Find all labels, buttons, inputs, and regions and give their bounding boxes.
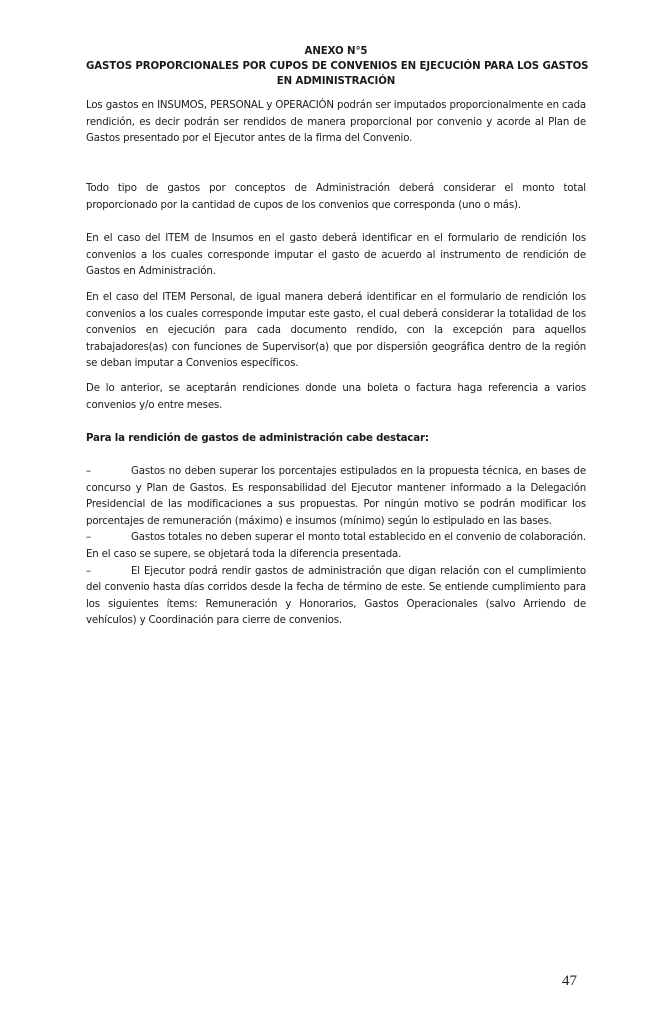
page-number: 47 (562, 973, 577, 989)
document-body-4 (86, 290, 586, 373)
list-item-text: Gastos totales no deben superar el monto total establecido en el convenio de colaboración. En el caso se supere, se objetará toda la diferencia presentada. (86, 532, 586, 560)
document-body-5 (86, 381, 586, 414)
document-body-3 (86, 231, 586, 281)
list-item (86, 564, 586, 630)
dash-bullet: – (86, 466, 91, 477)
document-heading (86, 44, 589, 89)
dash-bullet: – (86, 565, 91, 577)
title-line-1: GASTOS PROPORCIONALES POR CUPOS DE CONVENIOS EN EJECUCIÓN PARA LOS GASTOS (86, 61, 589, 72)
list-item (86, 464, 586, 530)
list-item (86, 530, 586, 563)
paragraph-accepted-receipts: De lo anterior, se aceptarán rendiciones donde una boleta o factura haga referencia a varios convenios y/o entre meses. (86, 383, 586, 411)
title-line-2: EN ADMINISTRACIÓN (276, 76, 396, 87)
list-item-text: Gastos no deben superar los porcentajes estipulados en la propuesta técnica, en bases de concurso y Plan de Gastos. Es responsabilidad del Ejecutor mantener informado a la Delegación Presidencial de las modificaciones a sus propuestas. Por ningún motivo se podrán modificar los porcentajes de remuneración (máximo) e insumos (mínimo) según lo estipulado en las bases. (86, 466, 586, 527)
dash-bullet: – (86, 532, 91, 544)
document-body-2 (86, 181, 586, 214)
list-item-text: El Ejecutor podrá rendir gastos de administración que digan relación con el cumplimiento del convenio hasta días corridos desde la fecha de término de este. Se entiende cumplimiento para los siguientes ítems: Remuneración y Honorarios, Gastos Operacionales (salvo Arriendo de vehículos) y Coordinación para cierre de convenios. (86, 565, 586, 627)
document-body-6 (86, 431, 586, 448)
rules-list (86, 464, 586, 630)
list-subheading: Para la rendición de gastos de administración cabe destacar: (86, 433, 429, 444)
paragraph-item-personal: En el caso del ITEM Personal, de igual manera deberá identificar en el formulario de rendición los convenios a los cuales corresponde imputar este gasto, el cual deberá considerar la totalidad de los convenios en ejecución para cada documento rendido, con la excepción para aquellos trabajadores(as) con funciones de Supervisor(a) que por dispersión geográfica dentro de la región se deban imputar a Convenios específicos. (86, 292, 586, 370)
paragraph-administration-costs: Todo tipo de gastos por conceptos de Administración deberá considerar el monto total proporcionado por la cantidad de cupos de los convenios que corresponda (uno o más). (86, 183, 586, 211)
annex-label: ANEXO N°5 (304, 46, 368, 57)
paragraph-item-insumos: En el caso del ITEM de Insumos en el gasto deberá identificar en el formulario de rendición los convenios a los cuales corresponde imputar el gasto de acuerdo al instrumento de rendición de Gastos en Administración. (86, 233, 586, 278)
document-body (86, 98, 586, 148)
paragraph-proportional-imputation: Los gastos en INSUMOS, PERSONAL y OPERACIÓN podrán ser imputados proporcionalmente en cada rendición, es decir podrán ser rendidos de manera proporcional por convenio y acorde al Plan de Gastos presentado por el Ejecutor antes de la firma del Convenio. (86, 100, 586, 145)
